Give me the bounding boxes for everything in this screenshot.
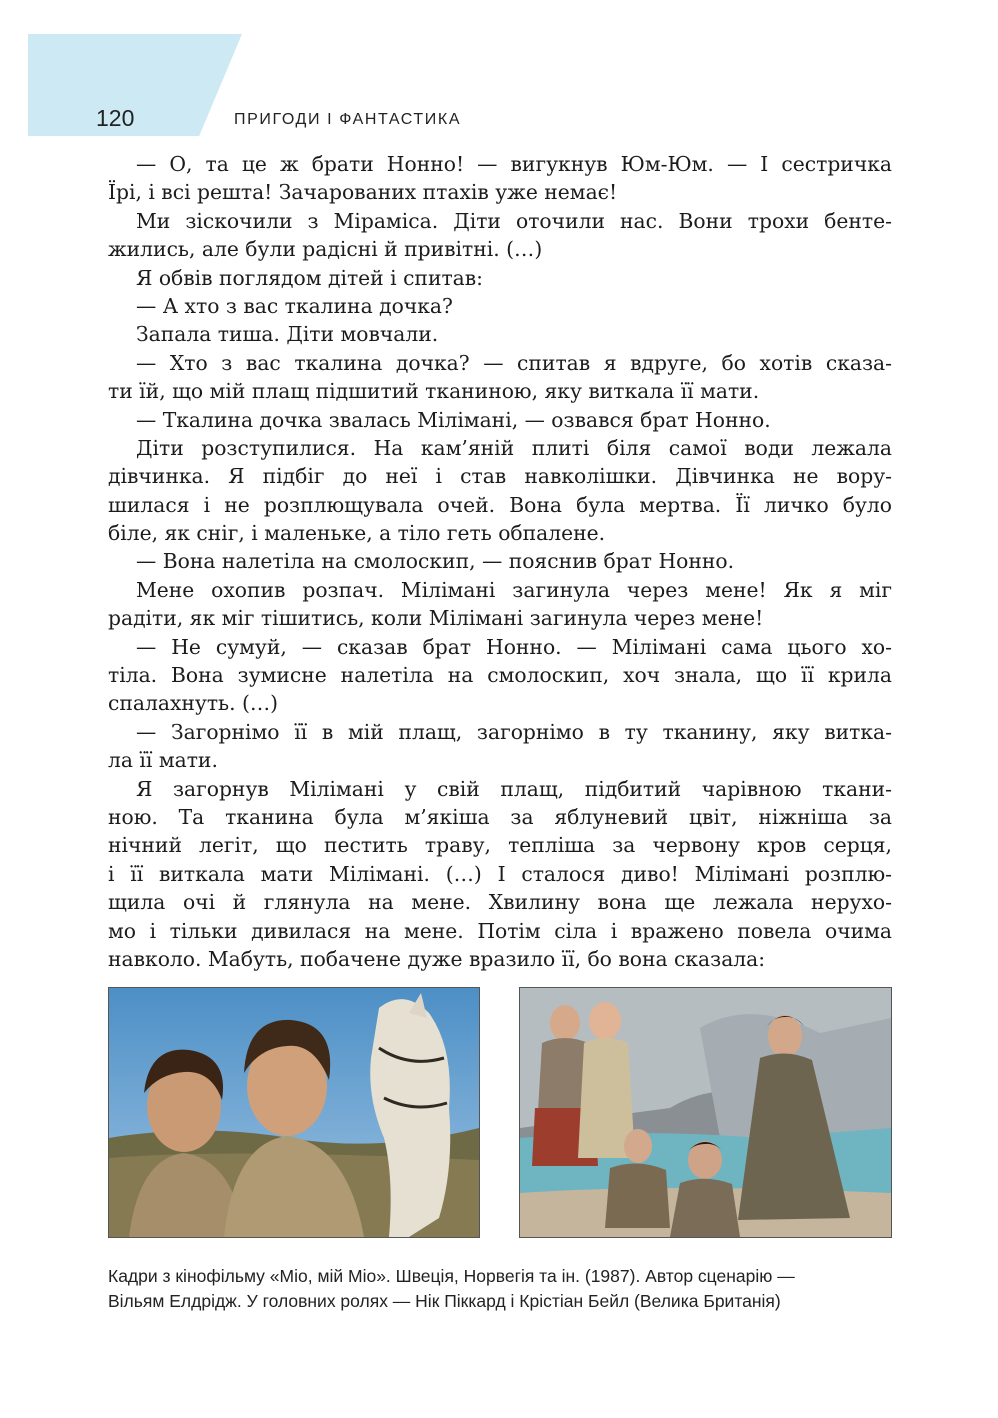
text-line: — А хто з вас ткалина дочка? — [136, 293, 453, 318]
text-line: шилася і не розплющувала очей. Вона була мертва. Її личко було — [108, 492, 892, 517]
text-line: Я обвів поглядом дітей і спитав: — [136, 265, 484, 290]
page-number: 120 — [96, 105, 135, 131]
text-line: ти їй, що мій плащ підшитий тканиною, яку виткала її мати. — [108, 379, 760, 404]
text-line: — Вона налетіла на смолоскип, — пояснив брат Нонно. — [136, 549, 735, 574]
text-line: — Не сумуй, — сказав брат Нонно. — Мілімані сама цього хо- — [136, 634, 892, 659]
text-line: Ми зіскочили з Міраміса. Діти оточили нас. Вони трохи бенте- — [136, 208, 892, 233]
text-line: Мене охопив розпач. Мілімані загинула через мене! Як я міг — [136, 577, 892, 602]
text-line: ла її мати. — [108, 748, 218, 773]
text-line: радіти, як міг тішитись, коли Мілімані загинула через мене! — [108, 606, 764, 631]
photo-caption — [108, 1264, 908, 1314]
text-line: Їрі, і всі решта! Зачарованих птахів уже немає! — [108, 180, 618, 205]
film-still-children-by-water — [519, 987, 892, 1238]
text-line: тіла. Вона зумисне налетіла на смолоскип, хоч знала, що її крила — [108, 663, 892, 688]
text-line: Діти розступилися. На кам’яній плиті біля самої води лежала — [136, 435, 892, 460]
text-line: Я загорнув Мілімані у свій плащ, підбитий чарівною ткани- — [136, 776, 892, 801]
text-line: жились, але були радісні й привітні. (…) — [108, 237, 543, 262]
section-title: ПРИГОДИ І ФАНТАСТИКА — [234, 111, 462, 128]
caption-line-1: Кадри з кінофільму «Міо, мій Міо». Швеція, Норвегія та ін. (1987). Автор сценарію — — [108, 1266, 795, 1286]
caption-line-2: Вільям Елдрідж. У головних ролях — Нік Піккард і Крістіан Бейл (Велика Британія) — [108, 1291, 781, 1311]
text-line: нічний легіт, що пестить траву, тепліша за червону кров серця, — [108, 833, 892, 858]
text-line: — Ткалина дочка звалась Мілімані, — озвався брат Нонно. — [136, 407, 771, 432]
text-line: ною. Та тканина була м’якіша за яблуневий цвіт, ніжніша за — [108, 804, 892, 829]
header-band — [28, 34, 242, 136]
text-line: мо і тільки дивилася на мене. Потім сіла і вражено повела очима — [108, 918, 892, 943]
text-line: щила очі й глянула на мене. Хвилину вона ще лежала нерухо- — [108, 890, 892, 915]
text-line: — Загорнімо її в мій плащ, загорнімо в ту тканину, яку витка- — [136, 719, 892, 744]
text-line: Запала тиша. Діти мовчали. — [136, 322, 439, 347]
text-line: — Хто з вас ткалина дочка? — спитав я вдруге, бо хотів сказа- — [136, 350, 892, 375]
text-line: біле, як сніг, і маленьке, а тіло геть обпалене. — [108, 521, 606, 546]
film-still-boys-with-horse — [108, 987, 480, 1238]
text-line: дівчинка. Я підбіг до неї і став навколішки. Дівчинка не вору- — [108, 464, 892, 489]
text-line: і її виткала мати Мілімані. (…) І сталося диво! Мілімані розплю- — [108, 861, 892, 886]
text-line: спалахнуть. (…) — [108, 691, 279, 716]
story-text — [108, 150, 892, 973]
text-line: навколо. Мабуть, побачене дуже вразило її, бо вона сказала: — [108, 946, 766, 971]
text-line: — О, та це ж брати Нонно! — вигукнув Юм-Юм. — І сестричка — [136, 152, 892, 176]
